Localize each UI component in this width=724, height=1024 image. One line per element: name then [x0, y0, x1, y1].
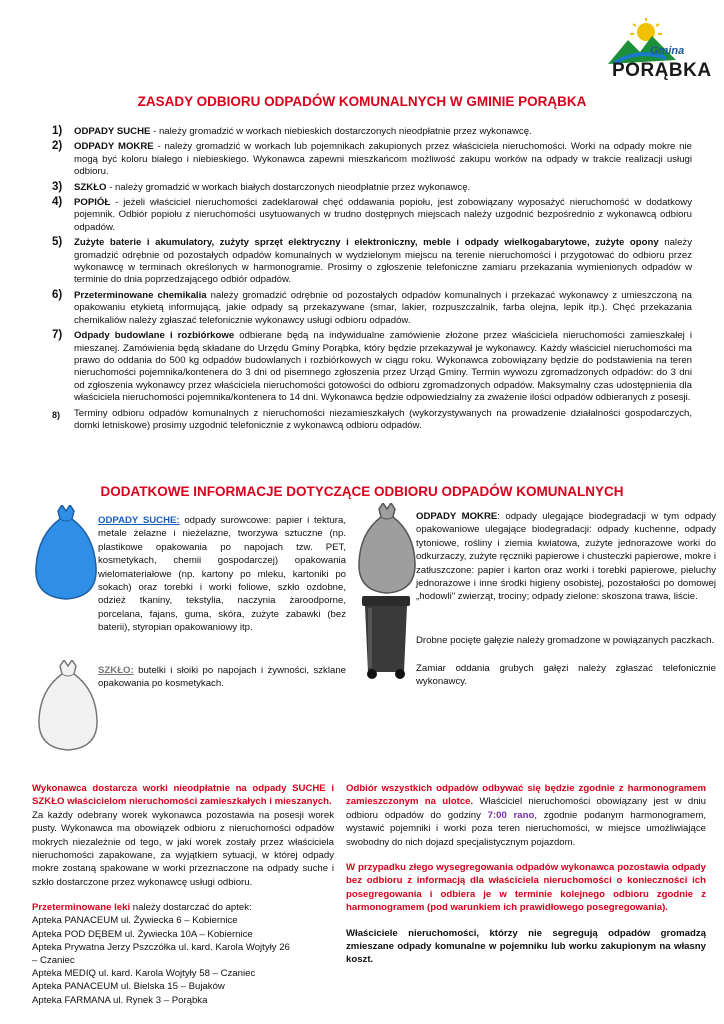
rule-number: 7) — [52, 329, 63, 342]
logo-gmina-text: Gmina — [650, 45, 685, 57]
schedule-notice: Odbiór wszystkich odpadów odbywać się będzie zgodnie z harmonogramem zamieszczonym na ulotce. — [346, 783, 706, 808]
pharmacy-item: Apteka Prywatna Jerzy Pszczółka ul. kard. Karola Wojtyły 26 — [32, 941, 290, 953]
pharmacy-item: Apteka PANACEUM ul. Bielska 15 – Bujaków — [32, 981, 225, 993]
rule-number: 3) — [52, 180, 63, 193]
bags-delivery-notice: Wykonawca dostarcza worki nieodpłatnie na odpady SUCHE i SZKŁO właścicielom nieruchomości zamieszkałych i mieszanych. — [32, 783, 334, 808]
rule-text: - jeżeli właściciel nieruchomości zadeklarował chęć oddawania popiołu, jest zobowiązany wyposażyć nieruchomość w dodatkowy pojemnik. Odbiór popiołu z nieruchomości usytuowanych w trudno dostępnych miejscach należy uzgodnić bezpośrednio z wykonawcą odbioru odpadów. — [74, 197, 692, 233]
rule-number: 5) — [52, 236, 63, 249]
rule-heading: ODPADY MOKRE — [74, 141, 154, 153]
rule-text: należy gromadzić odrębnie od pozostałych odpadów komunalnych i przekazać wykonawcy z umieszczoną na opakowaniu etykietą informującą, jakie odpady są przekazywane (smar, lakier, rozpuszczalnik, farba olejna, lepik itp.). Chęć przekazania chemikaliów należy zgłaszać telefonicznie wykonawcy usługi odbioru odpadów. — [74, 289, 692, 326]
bottom-left-column — [32, 782, 334, 1007]
mokre-branches: Drobne pocięte gałęzie należy gromadzone w powiązanych paczkach. — [416, 635, 715, 646]
waste-bin-icon — [360, 594, 412, 685]
info-mokre — [416, 510, 716, 604]
white-bag-icon — [36, 660, 100, 757]
mokre-text: : odpady ulegające biodegradacji w tym odpady opakowaniowe ulegające biodegradacji: odpady kuchenne, odpady tytoniowe, rośliny i ziemia kwiatowa, zużyte jednorazowe worki do odkurzaczy, zużyte ręczniki papierowe i chusteczki papierowe, mokre i zatłuszczone: papier i karton oraz worki i torebki papierowe, pieluchy jednorazowe i inne środki higieny osobistej, pozostałości po domowej „hodowli" zwierząt, trociny; odpady zielone: skoszona trawa, liście. — [416, 511, 716, 603]
rule-item — [52, 408, 692, 433]
non-segregation-notice: Właściciele nieruchomości, którzy nie segregują odpadów gromadzą zmieszane odpady komunalne w pojemniku lub worku zakupionym na własny koszt. — [346, 927, 706, 966]
rule-number: 4) — [52, 196, 63, 209]
schedule-text-end: , zgodnie podanym harmonogramem, wystawić pojemniki i worki poza teren nieruchomości, w miejsce umożliwiające swobodny do nich dojazd specjalistycznym pojazdom. — [346, 809, 706, 848]
logo-porabka-text: PORĄBKA — [612, 60, 712, 81]
rule-item — [52, 126, 692, 138]
bags-exchange-text: Za każdy odebrany worek wykonawca pozostawia na posesji worek pusty. Wykonawca ma obowiązek odbioru z nieruchomości odpadów mokrych niezależnie od tego, w jaki worek zostały przez właściciela nieruchomości zapakowane, za wyjątkiem sytuacji, w której odpady mokre zostaną spakowane w worki przeznaczone na odpady suche i szkło dostarczone przez wykonawcę usługi odbioru. — [32, 809, 334, 888]
rule-number: 1) — [52, 125, 63, 137]
rule-item — [52, 290, 692, 327]
suche-label: ODPADY SUCHE: — [98, 515, 180, 526]
pickup-time: 7:00 rano — [487, 809, 535, 821]
rule-number: 8) — [52, 409, 61, 420]
page-title: ZASADY ODBIORU ODPADÓW KOMUNALNYCH W GMINIE PORĄBKA — [137, 94, 587, 109]
rule-text: - należy gromadzić w workach białych dostarczonych nieodpłatnie przez wykonawcę. — [109, 181, 471, 193]
pharmacy-item: Apteka MEDIQ ul. kard. Karola Wojtyły 58 – Czaniec — [32, 968, 256, 980]
gmina-logo — [606, 18, 712, 88]
rule-item — [52, 197, 692, 234]
rule-number: 2) — [52, 140, 63, 153]
suche-text: odpady surowcowe: papier i tektura, metale żelazne i nieżelazne, tworzywa sztuczne (np. plastikowe opakowania po napojach tzw. PET, kosmetykach, chemii gospodarczej) opakowania wielomateriałowe (np. kartony po mleku, kartoniki po sokach) oraz torebki i worki foliowe, szkło ozdobne, odzież tkaniny, tekstylia, naczynia żaroodporne, porcelana, fajans, guma, skóra, zużyte zabawki (bez baterii), styropian opakowaniowy itp. — [98, 515, 346, 634]
rule-text: - należy gromadzić w workach lub pojemnikach zakupionych przez właściciela nieruchomości. Worki na odpady mokre nie mogą być koloru białego i niebieskiego. Wykonawca zapewni mieszkańcom możliwość zakupu worków na odpady w trakcie realizacji usługi odbioru. — [74, 141, 692, 178]
rules-list — [52, 126, 692, 435]
bottom-right-column — [346, 782, 706, 967]
szklo-text: butelki i słoiki po napojach i żywności, szklane opakowania po kosmetykach. — [98, 665, 346, 690]
rule-text: - należy gromadzić w workach niebieskich dostarczonych nieodpłatnie przez wykonawcę. — [153, 126, 532, 137]
pharmacy-item: – Czaniec — [32, 955, 75, 967]
rule-text: odbierane będą na indywidualne zamówienie złożone przez właściciela nieruchomości zamieszkałej i mieszanej. Zamówienia będą składane do Urzędu Gminy Porąbka, który będzie przekazywał je wykonawcy. Każdy właściciel nieruchomości ma prawo do oddania do 500 kg odpadów budowlanych i rozbiórkowych w ciągu roku. Wykonawca zobowiązany będzie do podstawienia na teren nieruchomości pojemnika/kontenera do 3 dni od pisemnego zgłoszenia przez Urząd Gminy. Termin wywozu zgromadzonych odpadów: do 3 dni od zgłoszenia wykonawcy przez właściciela nieruchomości gotowości do odbioru zgromadzonych odpadów. Maksymalny czas udostępnienia dla właściciela nieruchomości pojemnika/kontenera to 14 dni. Wykonawca będzie odpowiedzialny za zważenie ilości odpadów odbieranych z posesji. — [74, 330, 693, 404]
mokre-thick-branches: Zamiar oddania grubych gałęzi należy zgłaszać telefonicznie wykonawcy. — [416, 663, 716, 688]
rule-item — [52, 182, 692, 194]
gray-bag-icon — [356, 503, 418, 600]
rule-number: 6) — [52, 288, 63, 301]
pharmacy-item: Apteka POD DĘBEM ul. Żywiecka 10A – Kobiernice — [32, 928, 253, 940]
rule-heading: SZKŁO — [74, 181, 107, 193]
rule-heading: POPIÓŁ — [74, 197, 111, 209]
blue-bag-icon — [32, 505, 100, 606]
rule-text: należy gromadzić odrębnie od pozostałych odpadów komunalnych w wydzielonym miejscu na terenie nieruchomości i przygotować do odbioru przez wykonawcę w terminach określonych w harmonogramie. Prosimy o zgłoszenie telefoniczne zamiaru przekazania wymienionych odpadów w terminie do dnia poprzedzającego odbiór odpadów. — [74, 237, 692, 286]
schedule-text: Właściciel nieruchomości obowiązany jest w dniu odbioru odpadów do godziny — [346, 796, 706, 821]
rule-heading: Zużyte baterie i akumulatory, zużyty sprzęt elektryczny i elektroniczny, meble i odpady wielkogabarytowe, zużyte opony — [74, 237, 659, 249]
rule-heading: Odpady budowlane i rozbiórkowe — [74, 330, 235, 342]
pharmacy-item: Apteka PANACEUM ul. Żywiecka 6 – Kobiernice — [32, 915, 238, 927]
rule-item — [52, 330, 692, 404]
medicines-label: Przeterminowane leki — [32, 902, 131, 914]
medicines-line — [32, 901, 334, 914]
pharmacy-item: Apteka FARMANA ul. Rynek 3 – Porąbka — [32, 994, 208, 1006]
info-suche — [98, 514, 346, 635]
info-szklo — [98, 664, 346, 691]
rule-item — [52, 141, 692, 178]
rule-item — [52, 237, 692, 287]
rule-text: Terminy odbioru odpadów komunalnych z nieruchomości niezamieszkałych (wykorzystywanych na prowadzenie działalności gospodarczych, domki letniskowe) prosimy uzgodnić telefonicznie z wykonawcą odbioru odpadów. — [74, 407, 692, 431]
bad-segregation-notice: W przypadku złego wysegregowania odpadów wykonawca pozostawia odpady bez odbioru z informacją dla właściciela nieruchomości o konieczności ich posegregowania i odbiera je w terminie kolejnego odbioru zgodnie z harmonogramem (pod warunkiem ich prawidłowego posegregowania). — [346, 862, 706, 914]
szklo-label: SZKŁO: — [98, 665, 134, 676]
mokre-label: ODPADY MOKRE — [416, 511, 498, 522]
rule-heading: ODPADY SUCHE — [74, 126, 151, 137]
medicines-text: należy dostarczać do aptek: — [132, 902, 252, 914]
rule-heading: Przeterminowane chemikalia — [74, 289, 207, 301]
section-subtitle: DODATKOWE INFORMACJE DOTYCZĄCE ODBIORU ODPADÓW KOMUNALNYCH — [100, 484, 624, 499]
